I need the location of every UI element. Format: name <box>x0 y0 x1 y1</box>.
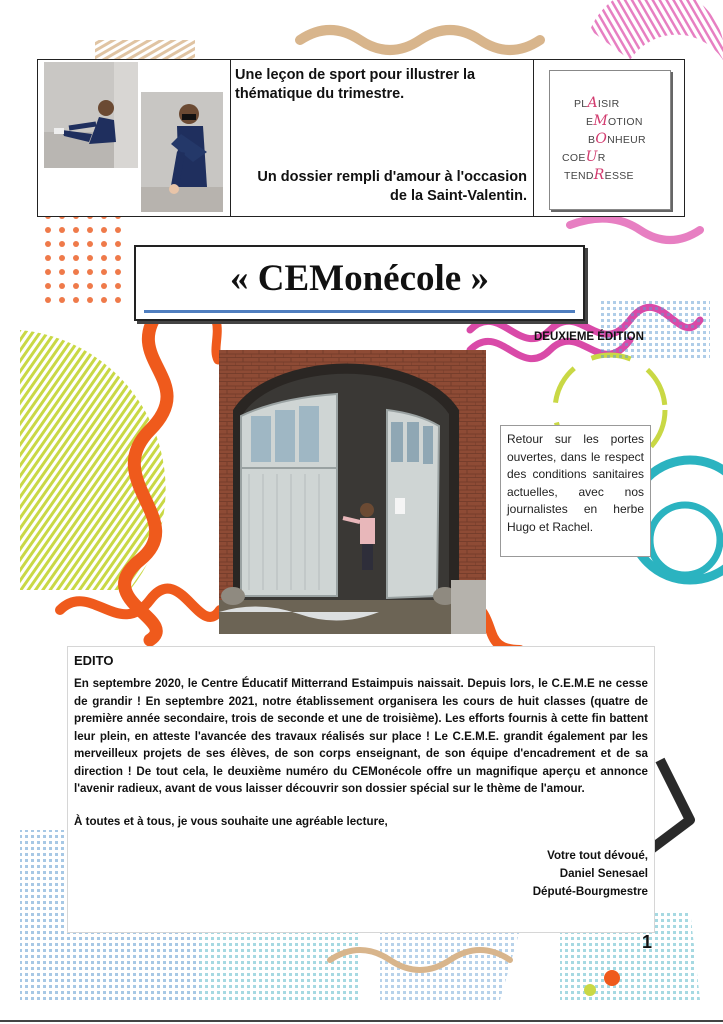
edito-heading: EDITO <box>74 653 114 668</box>
bottom-rule <box>0 1020 723 1022</box>
masthead-box <box>134 245 585 321</box>
signature-name: Daniel Senesael <box>559 867 648 880</box>
header-table <box>37 59 685 217</box>
open-day-photo <box>219 350 486 634</box>
poster-line-3: BONHEUR <box>588 131 646 147</box>
signature-role: Député-Bourgmestre <box>532 885 648 898</box>
poster-line-4: COEUR <box>562 149 606 165</box>
photo-caption-box <box>500 425 651 557</box>
signature-greeting: Votre tout dévoué, <box>547 849 648 862</box>
edito-closing: À toutes et à tous, je vous souhaite une agréable lecture, <box>74 814 388 828</box>
edito-signature <box>74 847 648 901</box>
edito-section <box>67 646 655 933</box>
teaser-valentine: Un dossier rempli d'amour à l'occasion de la Saint-Valentin. <box>257 169 527 204</box>
sport-photo-stretch <box>44 62 138 168</box>
teasers-cell <box>231 60 534 216</box>
poster-line-1: PLAISIR <box>574 95 620 111</box>
poster-cell <box>534 60 684 216</box>
sport-photos-cell <box>38 60 231 216</box>
edito-body: En septembre 2020, le Centre Éducatif Mitterrand Estaimpuis naissait. Depuis lors, le C.E.M.E ne cesse de grandir ! En septembre 2021, notre établissement organisera les cours de huit classes (quatre de première année secondaire, trois de seconde et une de troisième). Les efforts fournis à cette fin battent leur plein, en atteste l'avancée des travaux réalisés sur place ! Le C.E.M.E. grandit également par les merveilleux projets de ses élèves, de son corps enseignant, de son équipe d'encadrement et de sa direction ! De tout cela, le deuxième numéro du CEMonécole offre un magnifique aperçu et annonce l'avenir radieux, avant de vous laisser découvrir son dossier spécial sur le thème de l'amour. <box>74 677 648 795</box>
acrostic-poster <box>549 70 671 210</box>
masthead-underline <box>144 310 575 313</box>
sport-photo-arm-stretch <box>141 92 223 212</box>
teaser-sport: Une leçon de sport pour illustrer la thématique du trimestre. <box>235 67 476 102</box>
poster-line-2: EMOTION <box>586 113 643 129</box>
poster-line-5: TENDRESSE <box>564 167 634 183</box>
photo-caption: Retour sur les portes ouvertes, dans le respect des conditions sanitaires actuelles, avec nos journalistes en herbe Hugo et Rachel. <box>507 432 644 534</box>
masthead-title: « CEMonécole » <box>230 258 489 299</box>
page-number: 1 <box>642 932 653 952</box>
edition-label: DEUXIEME ÉDITION <box>534 331 644 343</box>
